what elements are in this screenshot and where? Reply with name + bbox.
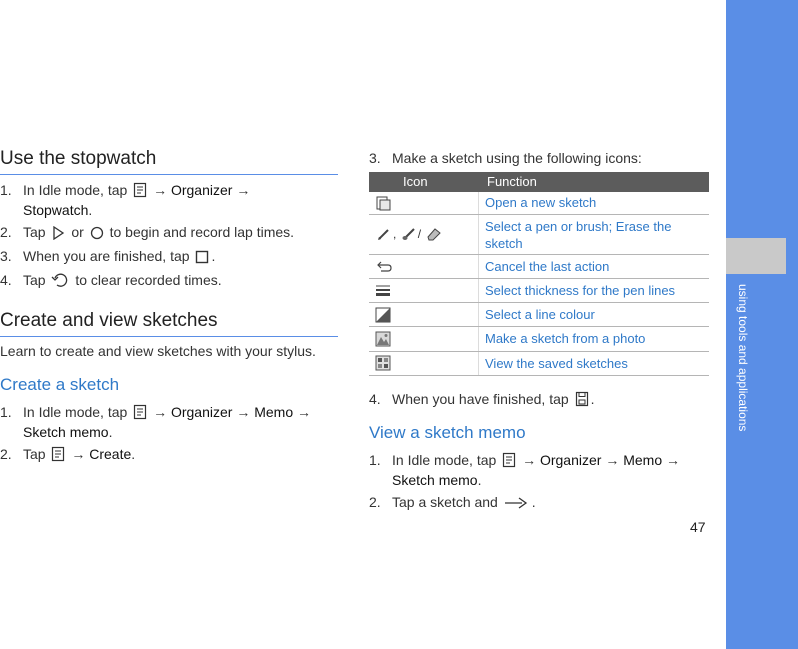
menu-icon: [502, 452, 516, 468]
circle-icon: [90, 226, 104, 240]
photo-sketch-icon: [375, 331, 391, 347]
create-step-2: 2. Tap → Create.: [0, 446, 136, 462]
heading-stopwatch: Use the stopwatch: [0, 148, 157, 169]
stopwatch-step-3: 3. When you are finished, tap .: [0, 248, 216, 264]
brush-icon: [402, 227, 416, 241]
table-row: Select a line colour: [369, 303, 709, 327]
table-row: Make a sketch from a photo: [369, 327, 709, 352]
table-header: [369, 172, 709, 192]
table-row: View the saved sketches: [369, 352, 709, 376]
stopwatch-step-2: 2. Tap or to begin and record lap times.: [0, 224, 295, 240]
sketches-intro: Learn to create and view sketches with your stylus.: [0, 343, 316, 359]
page-number: 47: [690, 519, 706, 535]
menu-icon: [51, 446, 65, 462]
make-step-3: 3. Make a sketch using the following icons:: [369, 150, 642, 166]
menu-icon: [133, 404, 147, 420]
table-row: Open a new sketch: [369, 192, 709, 215]
save-icon: [575, 391, 589, 407]
section-tab-highlight: [726, 238, 786, 274]
sketch-icons-table: [369, 172, 709, 376]
heading-create-sketch: Create a sketch: [0, 375, 120, 394]
section-label: using tools and applications: [736, 284, 750, 432]
line-thickness-icon: [375, 283, 391, 297]
table-row: , / Select a pen or brush; Erase the sketch: [369, 215, 709, 255]
view-step-2: 2. Tap a sketch and .: [369, 494, 536, 510]
forward-arrow-icon: [504, 496, 530, 510]
menu-icon: [133, 182, 147, 198]
stop-icon: [195, 250, 209, 264]
pen-icon: [377, 227, 391, 241]
create-step-1: 1. In Idle mode, tap → Organizer → Memo → Sketch memo.: [0, 404, 312, 440]
header-function: Function: [487, 174, 537, 189]
make-step-4: 4. When you have finished, tap .: [369, 391, 595, 407]
table-row: Cancel the last action: [369, 255, 709, 279]
section-tab-bar: [726, 0, 798, 649]
undo-icon: [375, 259, 393, 273]
line-colour-icon: [375, 307, 391, 323]
stopwatch-step-4: 4. Tap to clear recorded times.: [0, 272, 222, 288]
heading-view-sketch-memo: View a sketch memo: [369, 423, 526, 442]
heading-rule: [0, 336, 338, 337]
view-step-1: 1. In Idle mode, tap → Organizer → Memo → Sketch memo.: [369, 452, 681, 488]
heading-create-view-sketches: Create and view sketches: [0, 310, 218, 331]
table-row: Select thickness for the pen lines: [369, 279, 709, 303]
new-sketch-icon: [375, 195, 391, 211]
header-icon: Icon: [403, 174, 428, 189]
saved-sketches-icon: [375, 355, 391, 371]
play-icon: [51, 226, 65, 240]
eraser-icon: [426, 227, 442, 241]
reset-icon: [51, 272, 69, 288]
heading-rule: [0, 174, 338, 175]
stopwatch-step-1: 1. In Idle mode, tap → Organizer → Stopwatch.: [0, 182, 251, 218]
